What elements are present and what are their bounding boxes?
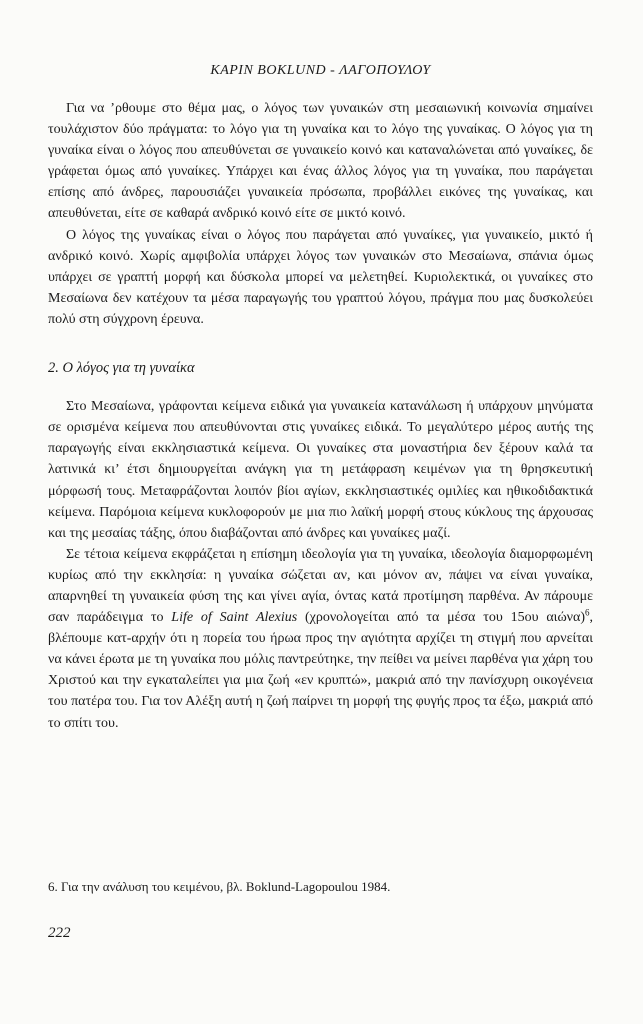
work-title: Life of Saint Alexius xyxy=(171,610,298,626)
footnote: 6. Για την ανάλυση του κειμένου, βλ. Boklund-Lagopoulou 1984. xyxy=(48,879,391,894)
section-title: Ο λόγος για τη γυναίκα xyxy=(62,360,195,377)
footnote-area xyxy=(48,878,593,896)
paragraph-1: Για να ’ρθουμε στο θέμα μας, ο λόγος των γυναικών στη μεσαιωνική κοινωνία σημαίνει τουλάχιστον δύο πράγματα: το λόγο για τη γυναίκα και το λόγο της γυναίκας. Ο λόγος για τη γυναίκα είναι ο λόγος που απευθύνεται σε γυναικείο κοινό και καταναλώνεται από γυναίκες, δε γράφεται όμως από γυναίκες. Υπάρχει και ένας άλλος λόγος για τη γυναίκα, που παράγεται επίσης από άνδρες, παρουσιάζει γυναικεία πρόσωπα, προβάλλει εικόνες της γυναίκας, και απευθύνεται, είτε σε καθαρά ανδρικό κοινό είτε σε μικτό κοινό. xyxy=(48,101,593,222)
footnote-reference[interactable]: 6 xyxy=(584,607,590,618)
running-head: ΚΑΡΙΝ BOKLUND - ΛΑΓΟΠΟΥΛΟΥ xyxy=(210,63,431,78)
paragraph-4 xyxy=(48,544,593,734)
body-text xyxy=(48,98,593,734)
paragraph-4-part1: Σε τέτοια κείμενα εκφράζεται η επίσημη ιδεολογία για τη γυναίκα, ιδεολογία διαμορφωμένη κυρίως από την εκκλησία: η γυναίκα σώζεται αν, και μόνον αν, πάψει να είναι γυναίκα, απαρνηθεί τη γυναικεία φύση της και γίνει αγία, όντας κατά προτίμηση παρθένα. Αν πάρουμε σαν παράδειγμα το xyxy=(48,546,593,626)
section-number: 2. xyxy=(48,360,59,377)
paragraph-3: Στο Μεσαίωνα, γράφονται κείμενα ειδικά για γυναικεία κατανάλωση ή υπάρχουν μηνύματα σε ορισμένα κείμενα που απευθύνονται στις γυναίκες ειδικά. Το μεγαλύτερο μέρος αυτής της παραγωγής είναι εκκλησιαστικά κείμενα. Οι γυναίκες στα μοναστήρια δεν ξέρουν καλά τα λατινικά κι’ έτσι δημιουργείται ανάγκη για τη μετάφραση κειμένων για τη θρησκευτική μόρφωσή τους. Μεταφράζονται λοιπόν βίοι αγίων, εκκλησιαστικές ομιλίες και ηθικοδιδακτικά κείμενα. Παρόμοια κείμενα κυκλοφορούν με μια πιο λαϊκή μορφή στους κύκλους της άρχουσας και της μεσαίας τάξης, όπου διαβάζονται από άνδρες και γυναίκες μαζί. xyxy=(48,399,593,541)
paragraph-4-part2: (χρονολογείται από τα μέσα του 15ου αιώνα) xyxy=(297,610,585,626)
page-number: 222 xyxy=(48,925,71,941)
section-heading xyxy=(48,358,593,379)
paragraph-4-part3: , βλέπουμε κατ-αρχήν ότι η πορεία του ήρωα προς την αγιότητα αρχίζει τη στιγμή που αρνείται να κάνει έρωτα με τη γυναίκα που μόλις παντρεύτηκε, την πείθει να μείνει παρθένα για χάρη του Χριστού και την εγκαταλείπει για μια ζωή «εν κρυπτώ», μακριά από την πανίσχυρη οικογένεια του πατέρα του. Για τον Αλέξη αυτή η ζωή παίρνει τη μορφή της φυγής προς τα έξω, μακριά από το σπίτι του. xyxy=(48,610,593,731)
paragraph-2: Ο λόγος της γυναίκας είναι ο λόγος που παράγεται από γυναίκες, για γυναικείο, μικτό ή ανδρικό κοινό. Χωρίς αμφιβολία υπάρχει λόγος των γυναικών στο Μεσαίωνα, σπάνια όμως υπάρχει σε γραπτή μορφή και δύσκολα μπορεί να μελετηθεί. Κυριολεκτικά, οι γυναίκες στο Μεσαίωνα δεν κατέχουν τα μέσα παραγωγής του γραπτού λόγου, πράγμα που μας δυσκολεύει πολύ στη σύγχρονη έρευνα. xyxy=(48,227,593,327)
